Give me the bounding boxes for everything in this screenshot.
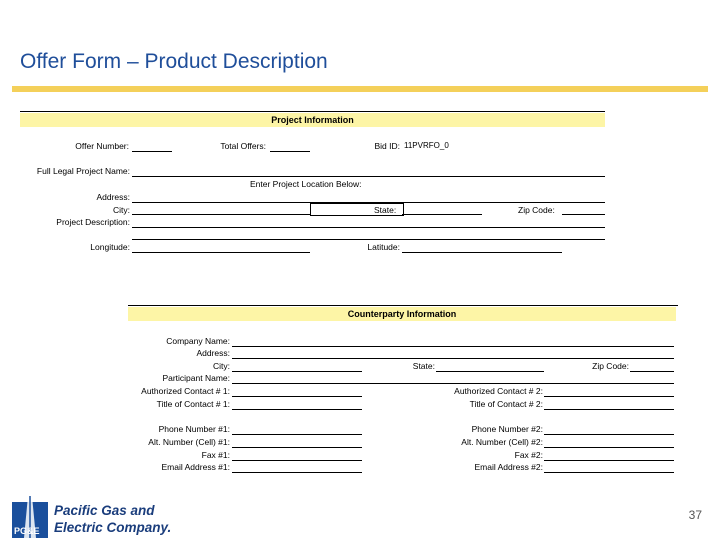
- svg-text:PG&E: PG&E: [14, 526, 40, 536]
- company-wordmark-line-2: Electric Company.: [54, 520, 172, 535]
- cp-city-field[interactable]: [232, 371, 362, 372]
- counterparty-info-header: Counterparty Information: [128, 307, 676, 321]
- phone-2-field[interactable]: [544, 434, 674, 435]
- full-legal-name-label: Full Legal Project Name:: [36, 166, 130, 176]
- alt-number-2-label: Alt. Number (Cell) #2:: [461, 437, 543, 447]
- title-contact-1-field[interactable]: [232, 409, 362, 410]
- latitude-field[interactable]: [402, 252, 562, 253]
- phone-1-field[interactable]: [232, 434, 362, 435]
- company-name-field[interactable]: [232, 346, 674, 347]
- company-name-wordmark: [54, 502, 171, 536]
- alt-number-1-label: Alt. Number (Cell) #1:: [148, 437, 230, 447]
- auth-contact-1-field[interactable]: [232, 396, 362, 397]
- email-1-label: Email Address #1:: [161, 462, 230, 472]
- slide-title: Offer Form – Product Description: [20, 50, 328, 73]
- full-legal-name-field[interactable]: [132, 176, 605, 177]
- auth-contact-2-field[interactable]: [544, 396, 674, 397]
- title-contact-2-label: Title of Contact # 2:: [469, 399, 543, 409]
- project-top-rule: [20, 111, 605, 112]
- total-offers-field[interactable]: [270, 151, 310, 152]
- project-state-field[interactable]: [402, 214, 482, 215]
- auth-contact-1-label: Authorized Contact # 1:: [141, 386, 230, 396]
- page-number: 37: [688, 508, 702, 522]
- fax-2-field[interactable]: [544, 460, 674, 461]
- email-1-field[interactable]: [232, 472, 362, 473]
- project-description-label: Project Description:: [56, 217, 130, 227]
- project-description-field-1[interactable]: [132, 227, 605, 228]
- cp-city-label: City:: [213, 361, 230, 371]
- phone-2-label: Phone Number #2:: [471, 424, 543, 434]
- project-info-header: Project Information: [20, 113, 605, 127]
- title-contact-2-field[interactable]: [544, 409, 674, 410]
- location-heading: Enter Project Location Below:: [250, 179, 362, 189]
- project-address-label: Address:: [96, 192, 130, 202]
- cp-address-label: Address:: [196, 348, 230, 358]
- project-zip-field[interactable]: [562, 214, 605, 215]
- email-2-label: Email Address #2:: [474, 462, 543, 472]
- fax-1-field[interactable]: [232, 460, 362, 461]
- project-description-field-2[interactable]: [132, 239, 605, 240]
- counterparty-top-rule: [128, 305, 678, 306]
- offer-number-label: Offer Number:: [75, 141, 129, 151]
- cp-zip-label: Zip Code:: [592, 361, 629, 371]
- company-name-label: Company Name:: [166, 336, 230, 346]
- alt-number-2-field[interactable]: [544, 447, 674, 448]
- offer-number-field[interactable]: [132, 151, 172, 152]
- cp-state-field[interactable]: [436, 371, 544, 372]
- phone-1-label: Phone Number #1:: [158, 424, 230, 434]
- pge-logo-icon: [12, 496, 48, 543]
- project-zip-label: Zip Code:: [518, 205, 555, 215]
- project-city-label: City:: [113, 205, 130, 215]
- participant-name-field[interactable]: [232, 383, 674, 384]
- title-contact-1-label: Title of Contact # 1:: [156, 399, 230, 409]
- participant-name-label: Participant Name:: [162, 373, 230, 383]
- alt-number-1-field[interactable]: [232, 447, 362, 448]
- auth-contact-2-label: Authorized Contact # 2:: [454, 386, 543, 396]
- longitude-label: Longitude:: [90, 242, 130, 252]
- fax-2-label: Fax #2:: [514, 450, 543, 460]
- fax-1-label: Fax #1:: [201, 450, 230, 460]
- title-accent-bar: [12, 86, 708, 92]
- project-city-field[interactable]: [132, 214, 310, 215]
- company-wordmark-line-1: Pacific Gas and: [54, 503, 155, 518]
- project-state-label: State:: [374, 205, 397, 215]
- bid-id-label: Bid ID:: [374, 141, 400, 151]
- cp-address-field[interactable]: [232, 358, 674, 359]
- cp-state-label: State:: [412, 361, 435, 371]
- total-offers-label: Total Offers:: [220, 141, 266, 151]
- longitude-field[interactable]: [132, 252, 310, 253]
- latitude-label: Latitude:: [367, 242, 400, 252]
- email-2-field[interactable]: [544, 472, 674, 473]
- bid-id-value[interactable]: 11PVRFO_0: [404, 141, 449, 150]
- cp-zip-field[interactable]: [630, 371, 674, 372]
